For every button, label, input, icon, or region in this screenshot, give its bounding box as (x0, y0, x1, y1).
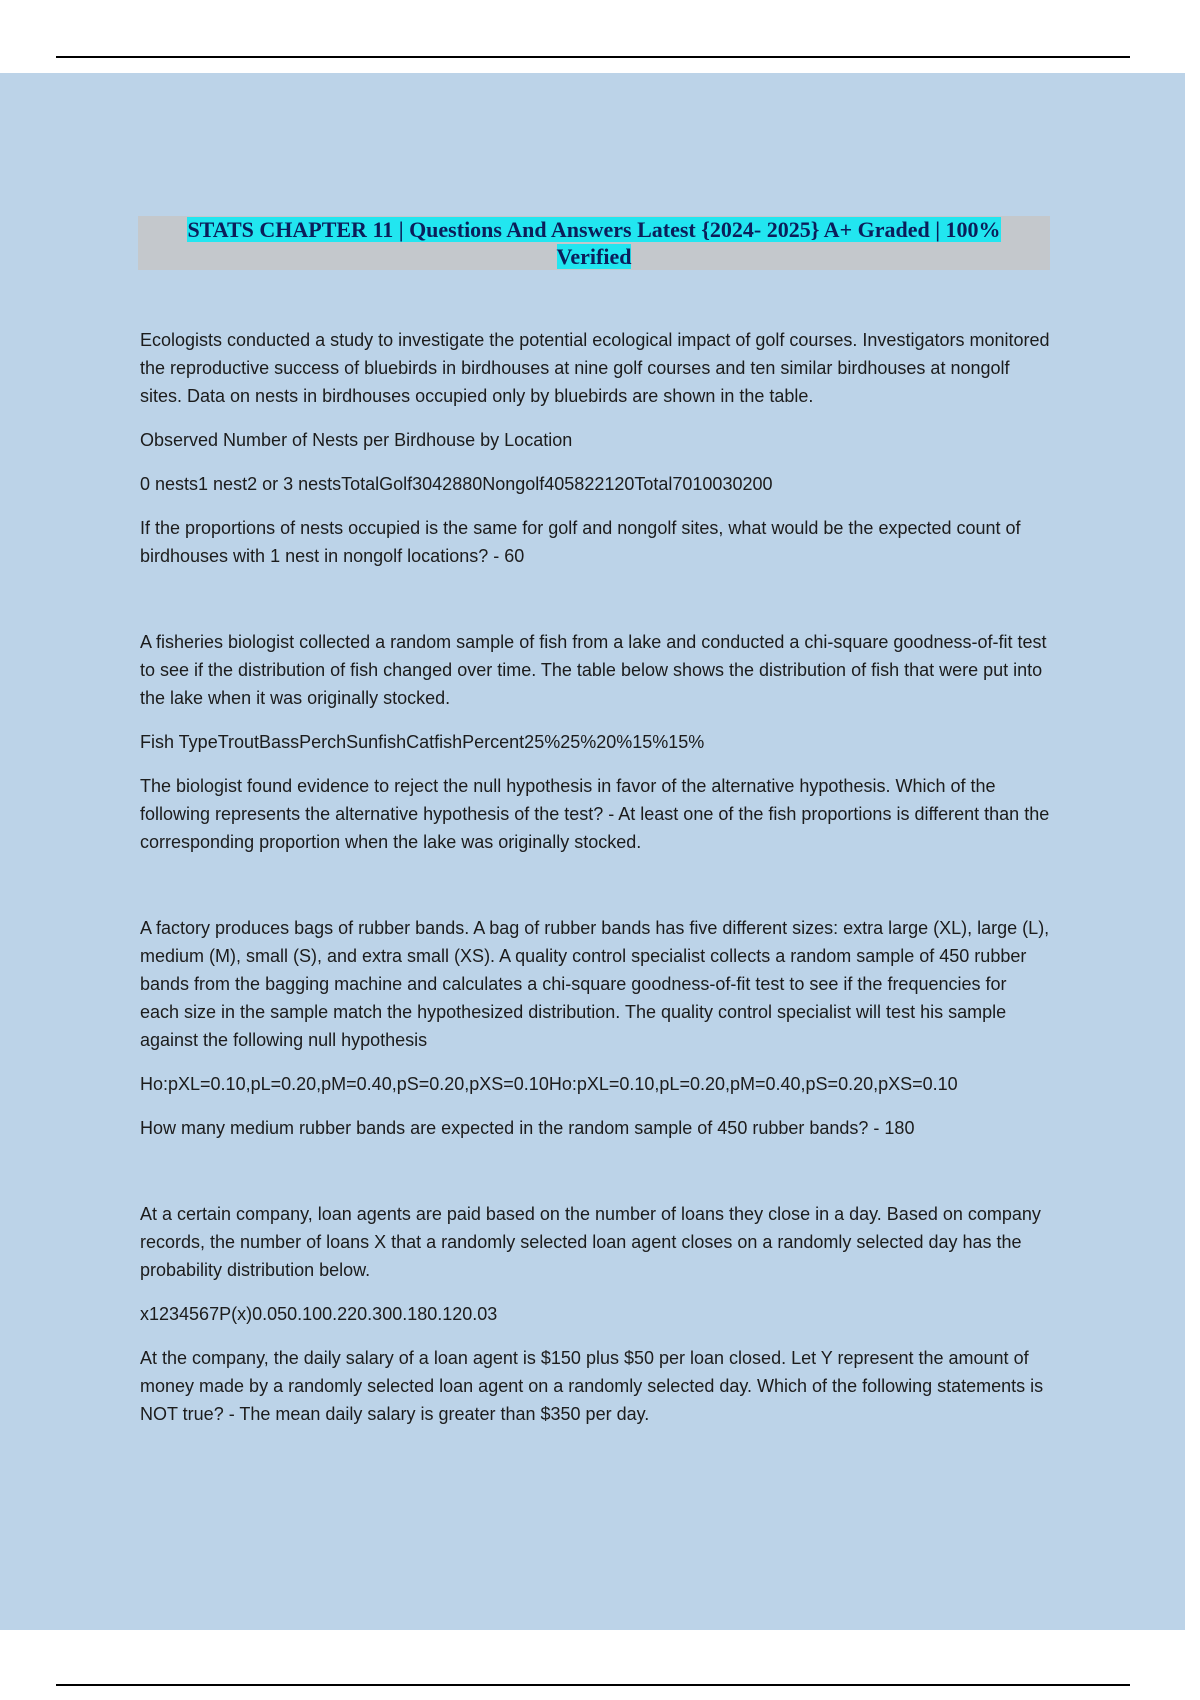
question-text: A factory produces bags of rubber bands. A bag of rubber bands has five different sizes: extra large (XL), large (L), medium (M), small (S), and extra small (XS). A quality control specialist collects a random sample of 450 rubber bands from the bagging machine and calculates a chi-square goodness-of-fit test to see if the frequencies for each size in the sample match the hypothesized distribution. The quality control specialist will test his sample against the following null hypothesis (140, 918, 1050, 1050)
page-panel (0, 73, 1185, 1630)
title-line-2: Verified (556, 244, 632, 269)
question-text: Ecologists conducted a study to investigate the potential ecological impact of golf courses. Investigators monitored the reproductive success of bluebirds in birdhouses at nine golf courses and ten similar birdhouses at nongolf sites. Data on nests in birdhouses occupied only by bluebirds are shown in the table. (140, 330, 1050, 406)
hypothesis-text: Ho:pXL=0.10,pL=0.20,pM=0.40,pS=0.20,pXS=0.10Ho:pXL=0.10,pL=0.20,pM=0.40,pS=0.20,pXS=0.10 (140, 1074, 958, 1094)
bottom-rule (56, 1684, 1130, 1686)
table-data: x1234567P(x)0.050.100.220.300.180.120.03 (140, 1304, 498, 1324)
table-data: 0 nests1 nest2 or 3 nestsTotalGolf3042880Nongolf405822120Total7010030200 (140, 474, 773, 494)
table-caption: Observed Number of Nests per Birdhouse by Location (140, 430, 573, 450)
question-answer: If the proportions of nests occupied is the same for golf and nongolf sites, what would be the expected count of birdhouses with 1 nest in nongolf locations? - 60 (140, 518, 1021, 566)
question-block-fish (140, 628, 1050, 856)
document-title (138, 216, 1050, 270)
document-body (140, 326, 1050, 1486)
table-data: Fish TypeTroutBassPerchSunfishCatfishPercent25%25%20%15%15% (140, 732, 705, 752)
question-block-rubber-bands (140, 914, 1050, 1142)
title-line-1: STATS CHAPTER 11 | Questions And Answers Latest {2024- 2025} A+ Graded | 100% (187, 217, 1001, 242)
question-answer: The biologist found evidence to reject the null hypothesis in favor of the alternative hypothesis. Which of the following represents the alternative hypothesis of the test? - At least one of the fish proportions is different than the corresponding proportion when the lake was originally stocked. (140, 776, 1050, 852)
question-answer: At the company, the daily salary of a loan agent is $150 plus $50 per loan closed. Let Y represent the amount of money made by a randomly selected loan agent on a randomly selected day. Which of the following statements is NOT true? - The mean daily salary is greater than $350 per day. (140, 1348, 1044, 1424)
question-text: A fisheries biologist collected a random sample of fish from a lake and conducted a chi-square goodness-of-fit test to see if the distribution of fish changed over time. The table below shows the distribution of fish that were put into the lake when it was originally stocked. (140, 632, 1047, 708)
top-rule (56, 56, 1130, 58)
question-block-golf (140, 326, 1050, 570)
question-text: At a certain company, loan agents are paid based on the number of loans they close in a day. Based on company records, the number of loans X that a randomly selected loan agent closes on a randomly selected day has the probability distribution below. (140, 1204, 1041, 1280)
question-answer: How many medium rubber bands are expected in the random sample of 450 rubber bands? - 180 (140, 1118, 915, 1138)
question-block-loans (140, 1200, 1050, 1428)
